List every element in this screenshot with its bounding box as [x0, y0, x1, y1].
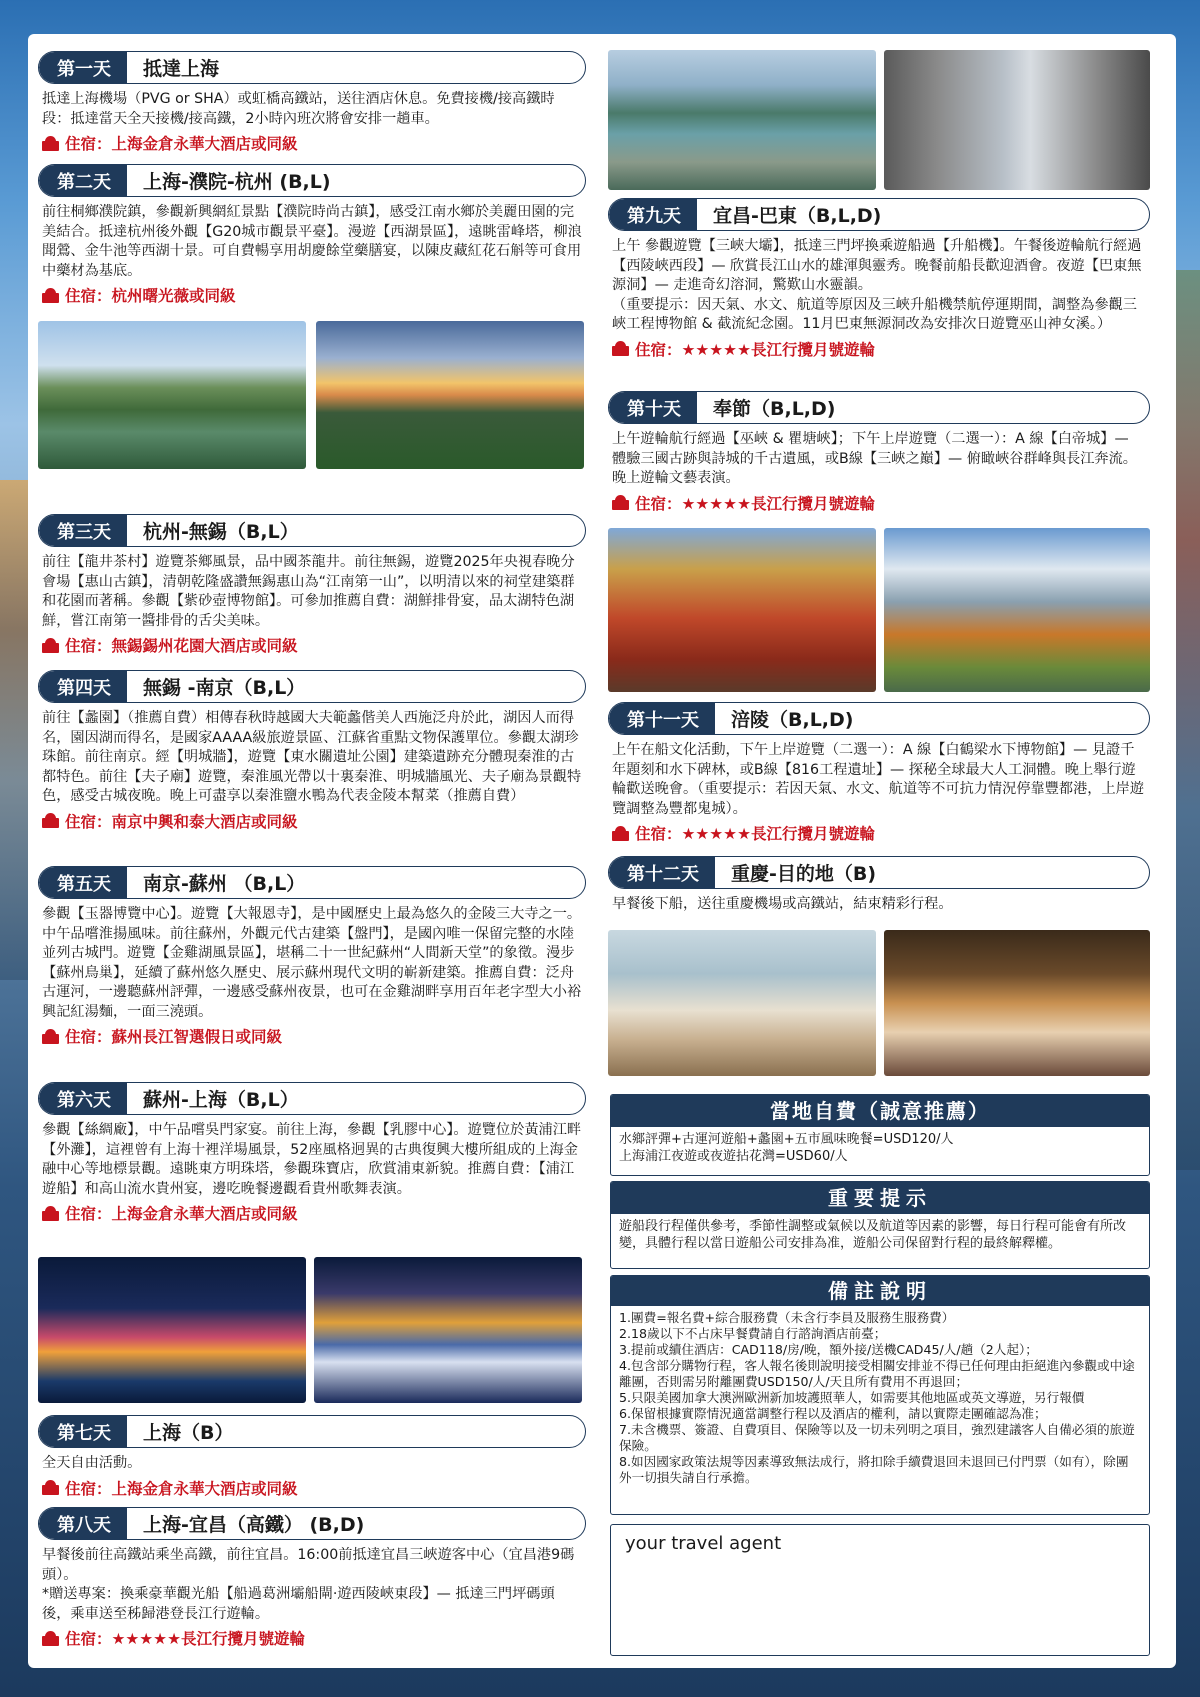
itinerary-sheet: [28, 34, 1176, 1668]
photo-west-lake-sunset: [316, 321, 584, 469]
day-title: 重慶-目的地（B): [731, 863, 877, 885]
remark-item: 2.18歲以下不占床早餐費請自行諮詢酒店前臺；: [619, 1326, 887, 1341]
photo-water-town: [38, 321, 306, 469]
remark-item: 7.未含機票、簽證、自費項目、保險等以及一切未列明之項目，強烈建議客人自備必須的旅遊保險。: [619, 1422, 1135, 1453]
hotel-text: 住宿：蘇州長江智選假日或同級: [65, 1028, 283, 1046]
day-9: [608, 198, 1150, 360]
day-title: 抵達上海: [143, 58, 220, 80]
day-header: [608, 391, 1150, 424]
self-pay-line: 水鄉評彈+古運河遊船+蠡園+五市風味晚餐=USD120/人: [619, 1132, 954, 1147]
photo-gorge-peaks: [884, 528, 1150, 692]
day-description: 前往【龍井茶村】遊覽茶鄉風景，品中國茶龍井。前往無錫，遊覽2025年央視春晚分會場【惠山古鎮】，清朝乾隆盛讚無錫惠山為“江南第一山”，以明清以來的祠堂建築群和花園而著稱。參觀【紫砂壺博物館】。可參加推薦自費：湖鮮排骨宴，品太湖特色湖鮮，嘗江南第一醬排骨的舌尖美味。: [42, 554, 575, 629]
day-header: [38, 1415, 586, 1448]
photo-ship-lounge: [608, 930, 876, 1076]
day-7: [38, 1415, 586, 1499]
day-header: [608, 198, 1150, 231]
hotel-line: [38, 1022, 586, 1047]
hotel-text: 住宿：★★★★★長江行攬月號遊輪: [635, 340, 875, 359]
photo-baidi-temple: [608, 528, 876, 692]
hotel-text: 住宿：上海金倉永華大酒店或同級: [65, 1205, 298, 1223]
day-tag: 第八天: [39, 1508, 127, 1539]
hotel-icon: [42, 1206, 59, 1221]
hotel-line: [38, 1474, 586, 1499]
notice-title: 重要提示: [611, 1182, 1149, 1214]
day-tag: 第九天: [609, 199, 697, 230]
hotel-text: 住宿：★★★★★長江行攬月號遊輪: [635, 825, 875, 843]
photo-huangpu-cruise: [314, 1257, 582, 1403]
hotel-line: [38, 807, 586, 832]
day-header: [38, 1082, 586, 1115]
remark-item: 8.如因國家政策法規等因素導致無法成行，將扣除手續費退回未退回已付門票（如有），除團外一切損失請自行承擔。: [619, 1454, 1129, 1485]
hotel-icon: [42, 1631, 59, 1646]
hotel-text: 住宿：★★★★★長江行攬月號遊輪: [65, 1630, 305, 1648]
travel-agent-box: [610, 1524, 1150, 1656]
remark-item: 5.只限美國加拿大澳洲歐洲新加坡護照華人，如需要其他地區或英文導遊，另行報價: [619, 1390, 1085, 1405]
day-title: 上海-宜昌（高鐵） (B,D): [143, 1514, 365, 1536]
hotel-text: 住宿：無錫錫州花園大酒店或同級: [65, 637, 298, 655]
hotel-icon: [42, 288, 59, 303]
remark-item: 3.提前或續住酒店：CAD118/房/晚，額外接/送機CAD45/人/趟（2人起）；: [619, 1342, 1038, 1357]
hotel-line: [38, 281, 586, 306]
day-8: [38, 1507, 586, 1649]
notice-box: [610, 1181, 1150, 1269]
photo-ship-lift: [884, 50, 1150, 190]
day-title: 上海-濮院-杭州 (B,L): [143, 171, 331, 193]
day-title: 蘇州-上海（B,L）: [143, 1089, 299, 1111]
hotel-line: [608, 489, 1150, 514]
day-description: 抵達上海機場（PVG or SHA）或虹橋高鐵站，送往酒店休息。免費接機/接高鐵時段：抵達當天全天接機/接高鐵，2小時內班次將會安排一趟車。: [42, 91, 555, 127]
day-header: [38, 164, 586, 197]
day-tag: 第一天: [39, 52, 127, 83]
remarks-title: 備註說明: [611, 1276, 1149, 1306]
photo-ship-bar: [884, 930, 1150, 1076]
day-description: 全天自由活動。: [42, 1455, 142, 1471]
remarks-list: [611, 1306, 1149, 1490]
day-12: [608, 856, 1150, 915]
day-tag: 第十二天: [609, 857, 715, 888]
hotel-icon: [612, 495, 629, 510]
hotel-icon: [42, 1029, 59, 1044]
day-description: 上午 參觀遊覽【三峽大壩】，抵達三門坪換乘遊船過【升船機】。午餐後遊輪航行經過【西陵峽西段】— 欣賞長江山水的雄渾與靈秀。晚餐前船長歡迎酒會。夜遊【巴東無源洞】— 走進奇幻溶洞，驚歎山水靈韻。 （重要提示：因天氣、水文、航道等原因及三峽升船機禁航停運期間，調整為參觀三峽工程博物館 & 截流紀念園。11月巴東無源洞改為安排次日遊覽巫山神女溪。）: [612, 238, 1142, 332]
day-header: [608, 856, 1150, 889]
hotel-icon: [42, 136, 59, 151]
self-pay-box: [610, 1094, 1150, 1176]
day-description: 早餐後下船，送往重慶機場或高鐵站，結束精彩行程。: [612, 896, 953, 912]
day-title: 杭州-無錫（B,L）: [143, 521, 299, 543]
day-description: 上午在船文化活動，下午上岸遊覽（二選一）：A 線【白鶴梁水下博物館】— 見證千年題刻和水下碑林，或B線【816工程遺址】— 探秘全球最大人工洞體。晚上舉行遊輪歡送晚會。（重要提示：若因天氣、水文、航道等不可抗力情況停靠豐都港，上岸遊覽調整為豐都鬼城）。: [612, 742, 1145, 817]
day-description: 參觀【玉器博覽中心】。遊覽【大報恩寺】，是中國歷史上最為悠久的金陵三大寺之一。中午品嚐淮揚風味。前往蘇州，外觀元代古建築【盤門】，是國內唯一保留完整的水陸並列古城門。遊覽【金雞湖風景區】，堪稱二十一世紀蘇州“人間新天堂”的象徵。漫步【蘇州鳥巢】，延續了蘇州悠久歷史、展示蘇州現代文明的嶄新建築。推薦自費：泛舟古運河，一邊聽蘇州評彈，一邊感受蘇州夜景，也可在金雞湖畔享用百年老字型大小裕興記紅湯麵，一面三澆頭。: [42, 906, 582, 1020]
day-header: [38, 514, 586, 547]
day-description: 早餐後前往高鐵站乘坐高鐵，前往宜昌。16:00前抵達宜昌三峽遊客中心（宜昌港9碼頭）。 *贈送專案：換乘豪華觀光船【船過葛洲壩船閘·遊西陵峽東段】— 抵達三門坪碼頭後，乘車送至秭歸港登長江行遊輪。: [42, 1547, 575, 1622]
hotel-line: [608, 819, 1150, 844]
day-description: 參觀【絲綢廠】，中午品嚐吳門家宴。前往上海，參觀【乳膠中心】。遊覽位於黃浦江畔【外灘】，這裡曾有上海十裡洋場風景，52座風格迥異的古典復興大樓所組成的上海金融中心等地標景觀。遠眺東方明珠塔，參觀珠寶店，欣賞浦東新貌。推薦自費：【浦江遊船】和高山流水貴州宴，邊吃晚餐邊觀看貴州歌舞表演。: [42, 1122, 582, 1197]
day-header: [38, 51, 586, 84]
day-title: 無錫 -南京（B,L）: [143, 677, 306, 699]
day-tag: 第六天: [39, 1083, 127, 1114]
day-title: 上海（B）: [143, 1422, 234, 1444]
day-2: [38, 164, 586, 306]
hotel-icon: [612, 341, 629, 356]
day-tag: 第五天: [39, 867, 127, 898]
day-tag: 第二天: [39, 165, 127, 196]
day-header: [608, 702, 1150, 735]
day-6: [38, 1082, 586, 1224]
hotel-line: [38, 1199, 586, 1224]
day-tag: 第十一天: [609, 703, 715, 734]
self-pay-title: 當地自費（誠意推薦）: [611, 1095, 1149, 1127]
day-title: 奉節（B,L,D): [713, 398, 836, 420]
self-pay-line: 上海浦江夜遊或夜遊拈花灣=USD60/人: [619, 1149, 848, 1164]
day-4: [38, 670, 586, 832]
hotel-text: 住宿：★★★★★長江行攬月號遊輪: [635, 494, 875, 513]
hotel-line: [38, 1624, 586, 1649]
remarks-box: [610, 1275, 1150, 1515]
day-title: 南京-蘇州 （B,L）: [143, 873, 306, 895]
day-description: 上午遊輪航行經過【巫峽 & 瞿塘峽】；下午上岸遊覽（二選一）：A 線【白帝城】— 體驗三國古跡與詩城的千古遺風，或B線【三峽之巔】— 俯瞰峽谷群峰與長江奔流。晚上遊輪文藝表演。: [612, 431, 1137, 486]
hotel-icon: [42, 1480, 59, 1495]
hotel-text: 住宿：杭州曙光薇或同級: [65, 287, 236, 305]
day-11: [608, 702, 1150, 844]
day-tag: 第十天: [609, 392, 697, 423]
photo-shanghai-skyline: [38, 1257, 306, 1403]
hotel-text: 住宿：上海金倉永華大酒店或同級: [65, 135, 298, 153]
background-scenery-right: [1172, 270, 1200, 1170]
day-header: [38, 1507, 586, 1540]
hotel-text: 住宿：南京中興和泰大酒店或同級: [65, 812, 298, 831]
day-10: [608, 391, 1150, 514]
remark-item: 4.包含部分購物行程，客人報名後則說明接受相關安排並不得已任何理由拒絕進內參觀或中途離團，否則需另附離團費USD150/人/天且所有費用不再退回；: [619, 1358, 1135, 1389]
hotel-icon: [42, 638, 59, 653]
day-1: [38, 51, 586, 154]
remark-item: 6.保留根據實際情況適當調整行程以及酒店的權利，請以實際走團確認為准；: [619, 1406, 1047, 1421]
day-tag: 第三天: [39, 515, 127, 546]
day-header: [38, 866, 586, 899]
day-header: [38, 670, 586, 703]
remark-item: 1.團費=報名費+綜合服務費（未含行李員及服務生服務費）: [619, 1310, 955, 1325]
hotel-line: [38, 129, 586, 154]
day-title: 宜昌-巴東（B,L,D): [713, 205, 882, 227]
day-description: 前往桐鄉濮院鎮，參觀新興網紅景點【濮院時尚古鎮】，感受江南水鄉於美麗田園的完美結合。抵達杭州後外觀【G20城市觀景平臺】。漫遊【西湖景區】，遠眺雷峰塔，柳浪聞鶯、金牛池等西湖十景。可自費暢享用胡慶餘堂藥膳宴，以陳皮藏紅花石斛等可食用中藥材為基底。: [42, 204, 582, 279]
day-tag: 第四天: [39, 671, 127, 702]
day-5: [38, 866, 586, 1047]
day-title: 涪陵（B,L,D): [731, 709, 854, 731]
hotel-icon: [612, 826, 629, 841]
hotel-line: [608, 335, 1150, 360]
hotel-line: [38, 631, 586, 656]
notice-text: 遊船段行程僅供參考，季節性調整或氣候以及航道等因素的影響，每日行程可能會有所改變，具體行程以當日遊船公司安排為准，遊船公司保留對行程的最終解釋權。: [619, 1219, 1127, 1251]
hotel-text: 住宿：上海金倉永華大酒店或同級: [65, 1479, 298, 1498]
day-3: [38, 514, 586, 656]
hotel-icon: [42, 813, 59, 828]
day-tag: 第七天: [39, 1416, 127, 1447]
photo-three-gorges-dam: [608, 50, 876, 190]
day-description: 前往【蠡園】（推薦自費）相傳春秋時越國大夫範蠡偕美人西施泛舟於此，湖因人而得名，園因湖而得名，是國家AAAA級旅遊景區、江蘇省重點文物保護單位。參觀太湖珍珠館。前往南京。經【明城牆】，遊覽【東水關遺址公園】建築遺跡充分體現秦淮的古都特色。前往【夫子廟】遊覽，秦淮風光帶以十裏秦淮、明城牆風光、夫子廟為景觀特色，感受古城夜晚。晚上可盡享以秦淮鹽水鴨為代表金陵本幫菜（推薦自費）: [42, 710, 582, 804]
self-pay-body: [611, 1127, 1149, 1169]
travel-agent-label: your travel agent: [625, 1533, 782, 1554]
